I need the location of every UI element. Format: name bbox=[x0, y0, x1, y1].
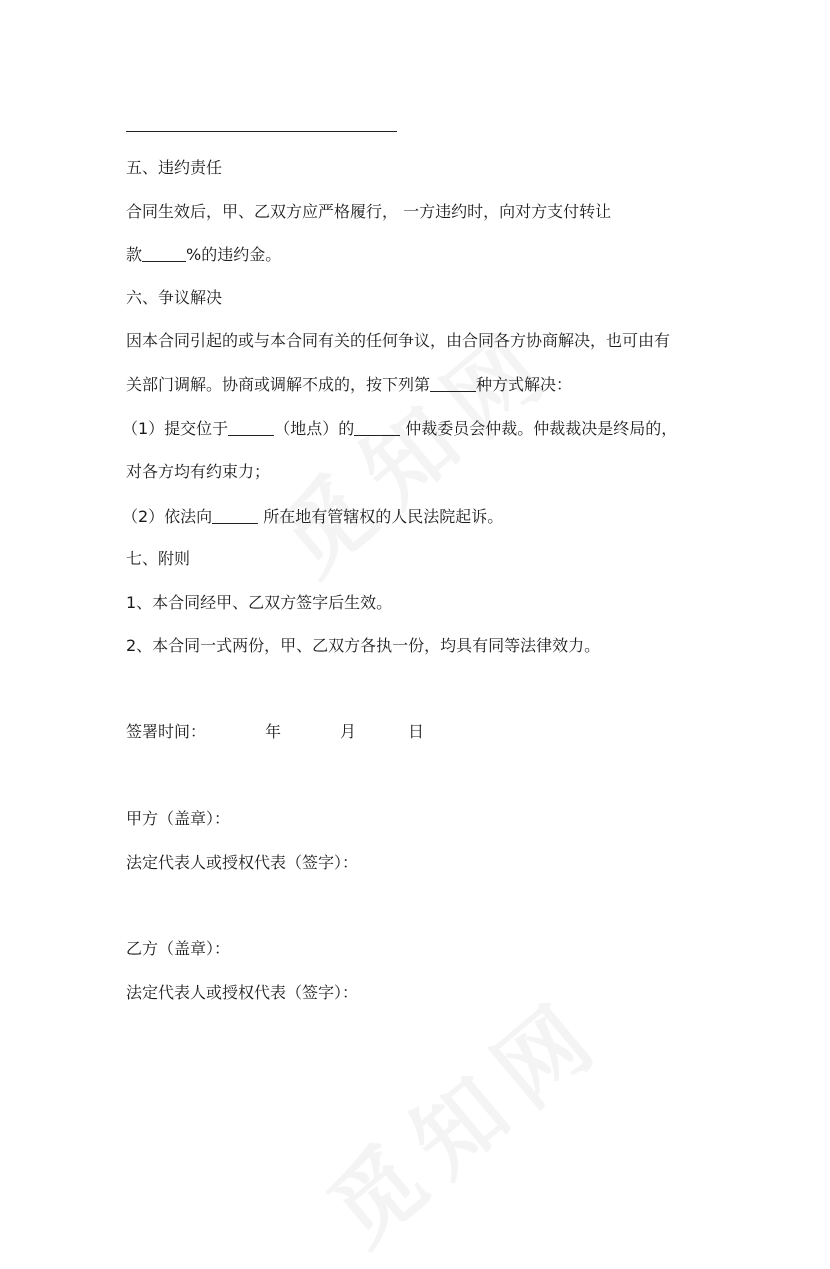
dispute-line2-prefix: 关部门调解。协商或调解不成的，按下列第 bbox=[126, 375, 431, 394]
signing-month-label: 月 bbox=[340, 722, 357, 741]
option2-part-a: （2）依法向 bbox=[122, 507, 213, 526]
breach-text-line2 bbox=[126, 244, 281, 266]
dispute-text-line2 bbox=[126, 374, 572, 396]
party-a-seal: 甲方（盖章）： bbox=[126, 809, 231, 828]
breach-line2-suffix: %的违约金。 bbox=[186, 245, 282, 264]
signing-year-label: 年 bbox=[265, 722, 282, 741]
party-b-representative: 法定代表人或授权代表（签字）： bbox=[126, 983, 359, 1002]
party-b-seal: 乙方（盖章）： bbox=[126, 939, 231, 958]
breach-line2-prefix: 款 bbox=[126, 245, 143, 264]
dispute-text-line1: 因本合同引起的或与本合同有关的任何争议，由合同各方协商解决，也可由有 bbox=[126, 331, 671, 350]
dispute-option1-line1 bbox=[122, 418, 677, 440]
section-heading-dispute: 六、争议解决 bbox=[126, 288, 223, 307]
arbitration-commission-blank[interactable] bbox=[354, 419, 400, 436]
option1-part-a: （1）提交位于 bbox=[122, 419, 229, 438]
option2-part-b: 所在地有管辖权的人民法院起诉。 bbox=[263, 507, 504, 526]
top-signature-rule bbox=[126, 131, 397, 132]
penalty-percent-blank[interactable] bbox=[142, 245, 186, 262]
dispute-line2-suffix: 种方式解决： bbox=[476, 375, 573, 394]
appendix-item-1: 1、本合同经甲、乙双方签字后生效。 bbox=[126, 593, 393, 612]
signing-time-label: 签署时间： bbox=[126, 722, 207, 741]
watermark bbox=[296, 961, 628, 1269]
dispute-option2 bbox=[122, 506, 503, 528]
dispute-option1-line2: 对各方均有约束力； bbox=[126, 462, 271, 481]
party-a-representative: 法定代表人或授权代表（签字）： bbox=[126, 853, 359, 872]
court-party-blank[interactable] bbox=[212, 507, 258, 524]
arbitration-location-blank[interactable] bbox=[228, 419, 274, 436]
section-heading-breach: 五、违约责任 bbox=[126, 158, 223, 177]
breach-text-line1: 合同生效后，甲、乙双方应严格履行， 一方违约时，向对方支付转让 bbox=[126, 202, 612, 221]
option1-part-b: （地点）的 bbox=[274, 419, 355, 438]
signing-day-label: 日 bbox=[408, 722, 425, 741]
appendix-item-2: 2、本合同一式两份，甲、乙双方各执一份，均具有同等法律效力。 bbox=[126, 636, 601, 655]
dispute-method-blank[interactable] bbox=[430, 375, 476, 392]
section-heading-appendix: 七、附则 bbox=[126, 549, 191, 568]
option1-part-c: 仲裁委员会仲裁。仲裁裁决是终局的， bbox=[405, 419, 678, 438]
